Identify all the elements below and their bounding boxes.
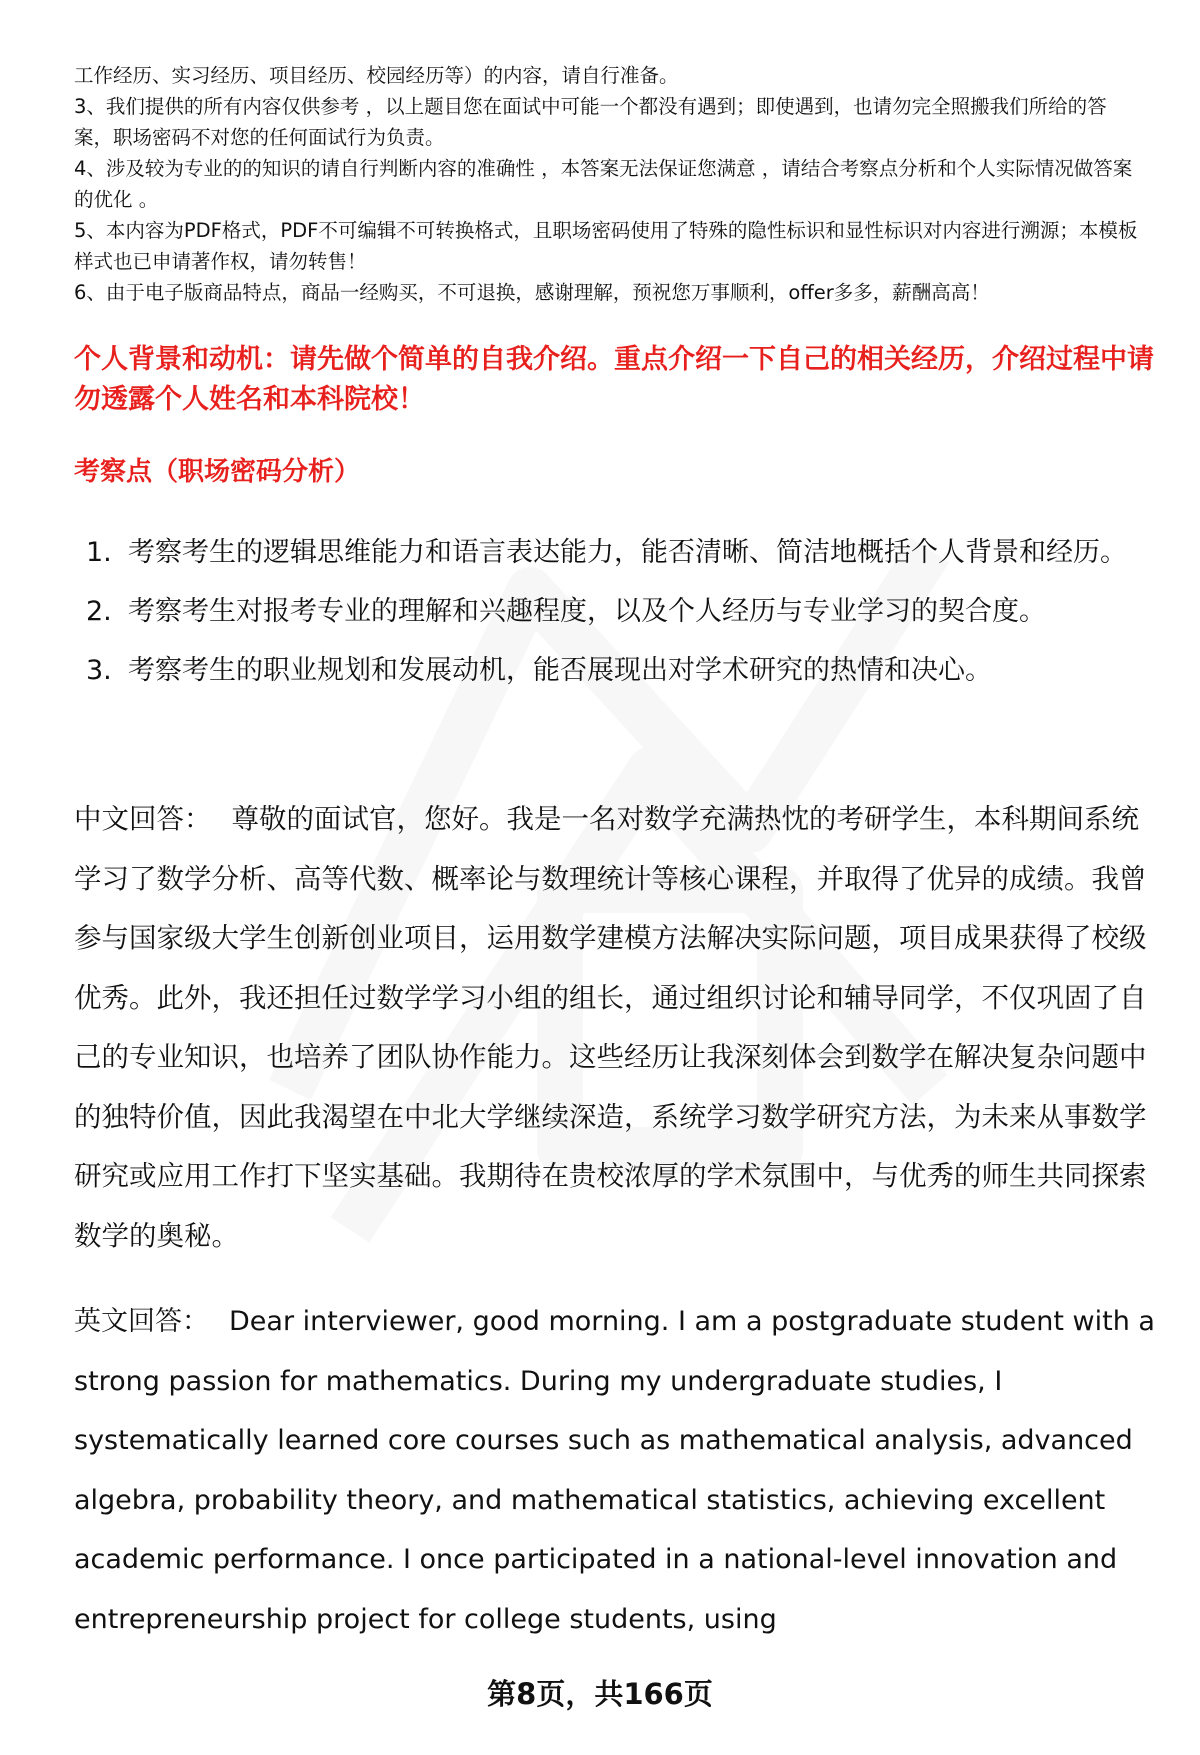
key-points-title: 考察点（职场密码分析） — [74, 457, 361, 487]
key-point-number: 3. — [86, 655, 112, 686]
notes-section — [74, 60, 1144, 308]
chinese-answer-label: 中文回答： — [74, 803, 212, 835]
note-line: 工作经历、实习经历、项目经历、校园经历等）的内容，请自行准备。 — [74, 64, 679, 87]
key-point-text: 考察考生的职业规划和发展动机，能否展现出对学术研究的热情和决心。 — [128, 655, 992, 686]
key-point-number: 2. — [86, 596, 112, 627]
key-point-number: 1. — [86, 537, 112, 568]
key-point-item — [74, 523, 1154, 582]
chinese-answer — [74, 790, 1158, 1266]
question-title: 个人背景和动机：请先做个简单的自我介绍。重点介绍一下自己的相关经历，介绍过程中请勿透露个人姓名和本科院校！ — [74, 344, 1154, 415]
english-answer-label: 英文回答： — [74, 1306, 209, 1337]
key-points-list — [74, 523, 1154, 700]
english-answer-text: Dear interviewer, good morning. I am a postgraduate student with a strong passion for mathematics. During my undergraduate studies, I systematically learned core courses such as mathematical analysis, advanced algebra, probability theory, and mathematical statistics, achieving excellent academic performance. I once participated in a national-level innovation and entrepreneurship project for college students, using — [74, 1306, 1155, 1635]
note-line: 5、本内容为PDF格式，PDF不可编辑不可转换格式，且职场密码使用了特殊的隐性标识和显性标识对内容进行溯源；本模板样式也已申请著作权，请勿转售！ — [74, 219, 1138, 273]
english-answer — [74, 1292, 1158, 1649]
key-point-item — [74, 641, 1154, 700]
key-point-text: 考察考生的逻辑思维能力和语言表达能力，能否清晰、简洁地概括个人背景和经历。 — [128, 537, 1127, 568]
note-line: 3、我们提供的所有内容仅供参考 ，以上题目您在面试中可能一个都没有遇到；即使遇到，也请勿完全照搬我们所给的答案，职场密码不对您的任何面试行为负责。 — [74, 95, 1107, 149]
key-point-text: 考察考生对报考专业的理解和兴趣程度，以及个人经历与专业学习的契合度。 — [128, 596, 1046, 627]
page-number: 第8页，共166页 — [487, 1677, 713, 1711]
note-line: 6、由于电子版商品特点，商品一经购买，不可退换，感谢理解，预祝您万事顺利，offer多多，薪酬高高！ — [74, 281, 990, 304]
note-line: 4、涉及较为专业的的知识的请自行判断内容的准确性 ，本答案无法保证您满意 ，请结合考察点分析和个人实际情况做答案的优化 。 — [74, 157, 1133, 211]
chinese-answer-text: 尊敬的面试官，您好。我是一名对数学充满热忱的考研学生，本科期间系统学习了数学分析、高等代数、概率论与数理统计等核心课程，并取得了优异的成绩。我曾参与国家级大学生创新创业项目，运用数学建模方法解决实际问题，项目成果获得了校级优秀。此外，我还担任过数学学习小组的组长，通过组织讨论和辅导同学，不仅巩固了自己的专业知识，也培养了团队协作能力。这些经历让我深刻体会到数学在解决复杂问题中的独特价值，因此我渴望在中北大学继续深造，系统学习数学研究方法，为未来从事数学研究或应用工作打下坚实基础。我期待在贵校浓厚的学术氛围中，与优秀的师生共同探索数学的奥秘。 — [74, 803, 1147, 1252]
key-point-item — [74, 582, 1154, 641]
